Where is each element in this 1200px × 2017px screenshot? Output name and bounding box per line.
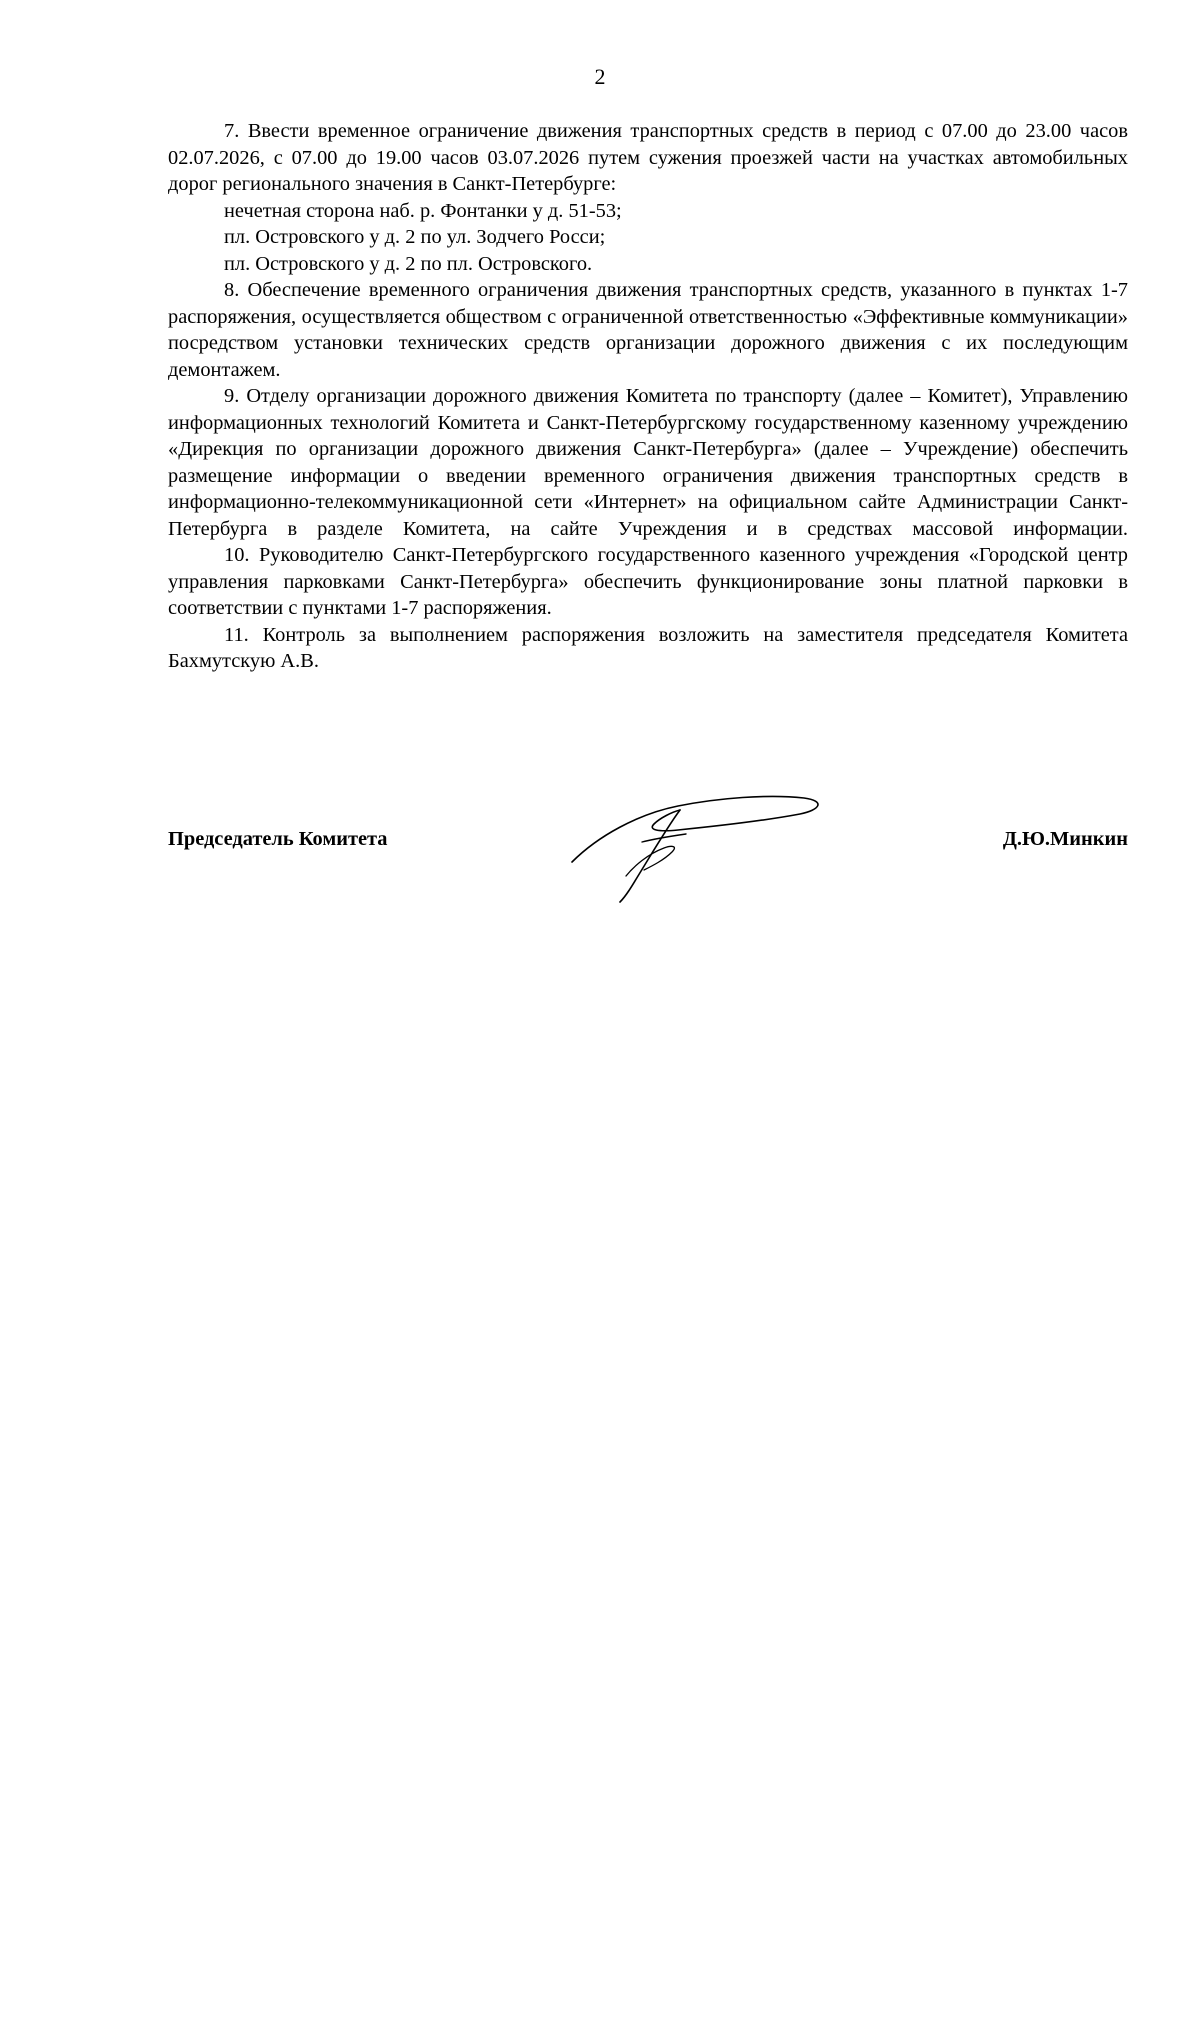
- paragraph-7-item-3: пл. Островского у д. 2 по пл. Островского.: [224, 252, 593, 275]
- signature-block: [168, 818, 1128, 918]
- paragraph-8: 8. Обеспечение временного ограничения движения транспортных средств, указанного в пунктах 1-7 распоряжения, осуществляется обществом с ограниченной ответственностью «Эффективные коммуникации» посредством установки технических средств организации дорожного движения с их последующим демонтажем.: [168, 279, 1128, 381]
- paragraph-7: 7. Ввести временное ограничение движения транспортных средств в период с 07.00 до 23.00 часов 02.07.2026, с 07.00 до 19.00 часов 03.07.2026 путем сужения проезжей части на участках автомобильных дорог регионального значения в Санкт-Петербурге:: [168, 120, 1128, 195]
- paragraph-7-item-2: пл. Островского у д. 2 по ул. Зодчего Росси;: [224, 226, 606, 248]
- paragraph-9: 9. Отделу организации дорожного движения Комитета по транспорту (далее – Комитет), Управлению информационных технологий Комитета и Санкт-Петербургскому государственному казенному учреждению «Дирекция по организации дорожного движения Санкт-Петербурга» (далее – Учреждение) обеспечить размещение информации о введении временного ограничения движения транспортных средств в информационно-телекоммуникационной сети «Интернет» на официальном сайте Администрации Санкт-Петербурга в разделе Комитета, на сайте Учреждения и в средствах массовой информации.: [168, 385, 1128, 540]
- paragraph-11: 11. Контроль за выполнением распоряжения возложить на заместителя председателя Комитета Бахмутскую А.В.: [168, 623, 1128, 672]
- signatory-title: Председатель Комитета: [168, 828, 388, 850]
- paragraph-7-item-1: нечетная сторона наб. р. Фонтанки у д. 51-53;: [224, 199, 622, 222]
- handwritten-signature: [568, 784, 828, 904]
- paragraph-10: 10. Руководителю Санкт-Петербургского государственного казенного учреждения «Городской центр управления парковками Санкт-Петербурга» обеспечить функционирование зоны платной парковки в соответствии с пунктами 1-7 распоряжения.: [168, 544, 1128, 619]
- signatory-name: Д.Ю.Минкин: [1002, 828, 1128, 850]
- document-body: [168, 118, 1128, 675]
- page-number: 2: [594, 64, 606, 89]
